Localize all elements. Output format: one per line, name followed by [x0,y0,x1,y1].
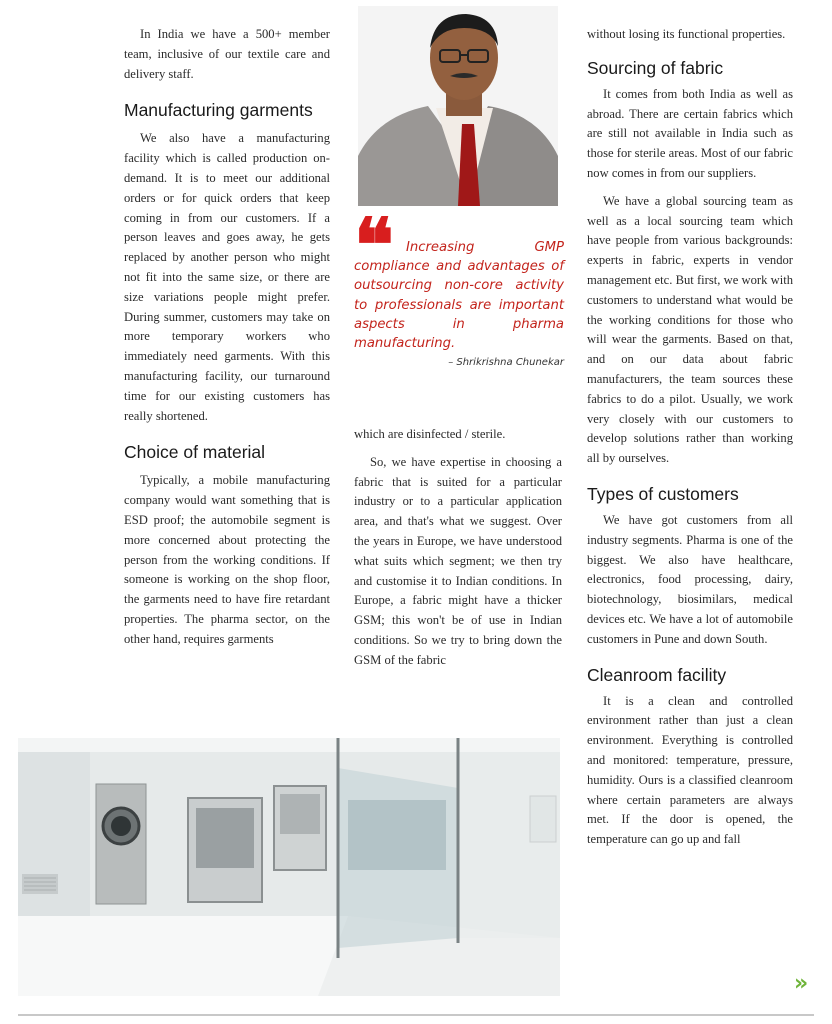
sourcing-heading: Sourcing of fabric [587,57,724,78]
speaker-portrait [358,6,558,206]
footer-divider [18,1014,814,1016]
cleanroom-image [18,738,560,996]
customers-paragraph: We have got customers from all industry segments. Pharma is one of the biggest. We also have healthcare, electronics, food processing, dairy, biotechnology, biosimilars, medical devices etc. We have a lot of automobile customers in Pune and down South. [587,512,793,646]
left-column [124,25,330,650]
manufacturing-paragraph: We also have a manufacturing facility which is called production on-demand. It is to meet our additional orders or for quick orders that keep coming in from our customers. If a person leaves and goes away, he gets replaced by another person who might not fit into the same size, or there are size variations people might prefer. During summer, customers may take on more temporary workers who immediately need garments. With this manufacturing facility, our turnaround time for our existing customers has really shortened. [124,131,330,423]
quote-text: Increasing GMP compliance and advantages of outsourcing non-core activity to professionals are important aspects in pharma manufacturing. [354,240,564,352]
intro-paragraph: In India we have a 500+ member team, inclusive of our textile care and delivery staff. [124,27,330,81]
right-continuation: without losing its functional properties. [587,27,786,41]
continue-arrow-icon: » [794,971,809,996]
cleanroom-photo [18,738,560,996]
material-paragraph: Typically, a mobile manufacturing company would want something that is ESD proof; the automobile segment is more concerned about protecting the person from the working conditions. If someone is working on the shop floor, the garments need to have fire retardant properties. The pharma sector, on the other hand, requires garments [124,473,330,646]
customers-heading: Types of customers [587,483,739,504]
cleanroom-heading: Cleanroom facility [587,664,727,685]
portrait-image [358,6,558,206]
right-column [587,25,793,850]
quote-author: – Shrikrishna Chunekar [448,357,564,369]
cleanroom-paragraph: It is a clean and controlled environment rather than just a clean environment. Everything is controlled and monitored: temperature, pressure, humidity. Ours is a classified cleanroom where certain parameters are always met. If the door is opened, the temperature can go up and fall [587,693,793,847]
middle-column [354,425,562,671]
pull-quote [354,216,564,368]
material-heading: Choice of material [124,442,266,463]
sourcing-paragraph-1: It comes from both India as well as abroad. There are certain fabrics which are still not available in India such as those for sterile areas. Most of our fabric now comes in from our suppliers. [587,86,793,180]
sourcing-paragraph-2: We have a global sourcing team as well as a local sourcing team which have people from various backgrounds: experts in fabric, experts in vendor management etc. But first, we work with customers to understand what would be the working conditions for those who will wear the garments. Based on that, and on our data about fabric manufacturers, the team sources these fabrics to do a pilot. Usually, we work very closely with our customers to develop solutions rather than working all by ourselves. [587,193,793,466]
middle-continuation: which are disinfected / sterile. [354,427,506,441]
manufacturing-heading: Manufacturing garments [124,100,313,121]
middle-paragraph: So, we have expertise in choosing a fabric that is suited for a particular industry or to a particular application area, and that's what we suggest. Over the years in Europe, we have understood what suits which segment; we then try and customise it to Indian conditions. In Europe, a fabric might have a thicker GSM; this won't be of use in Indian conditions. So we try to bring down the GSM of the fabric [354,454,562,667]
quote-mark-icon: ❝ [354,216,394,266]
